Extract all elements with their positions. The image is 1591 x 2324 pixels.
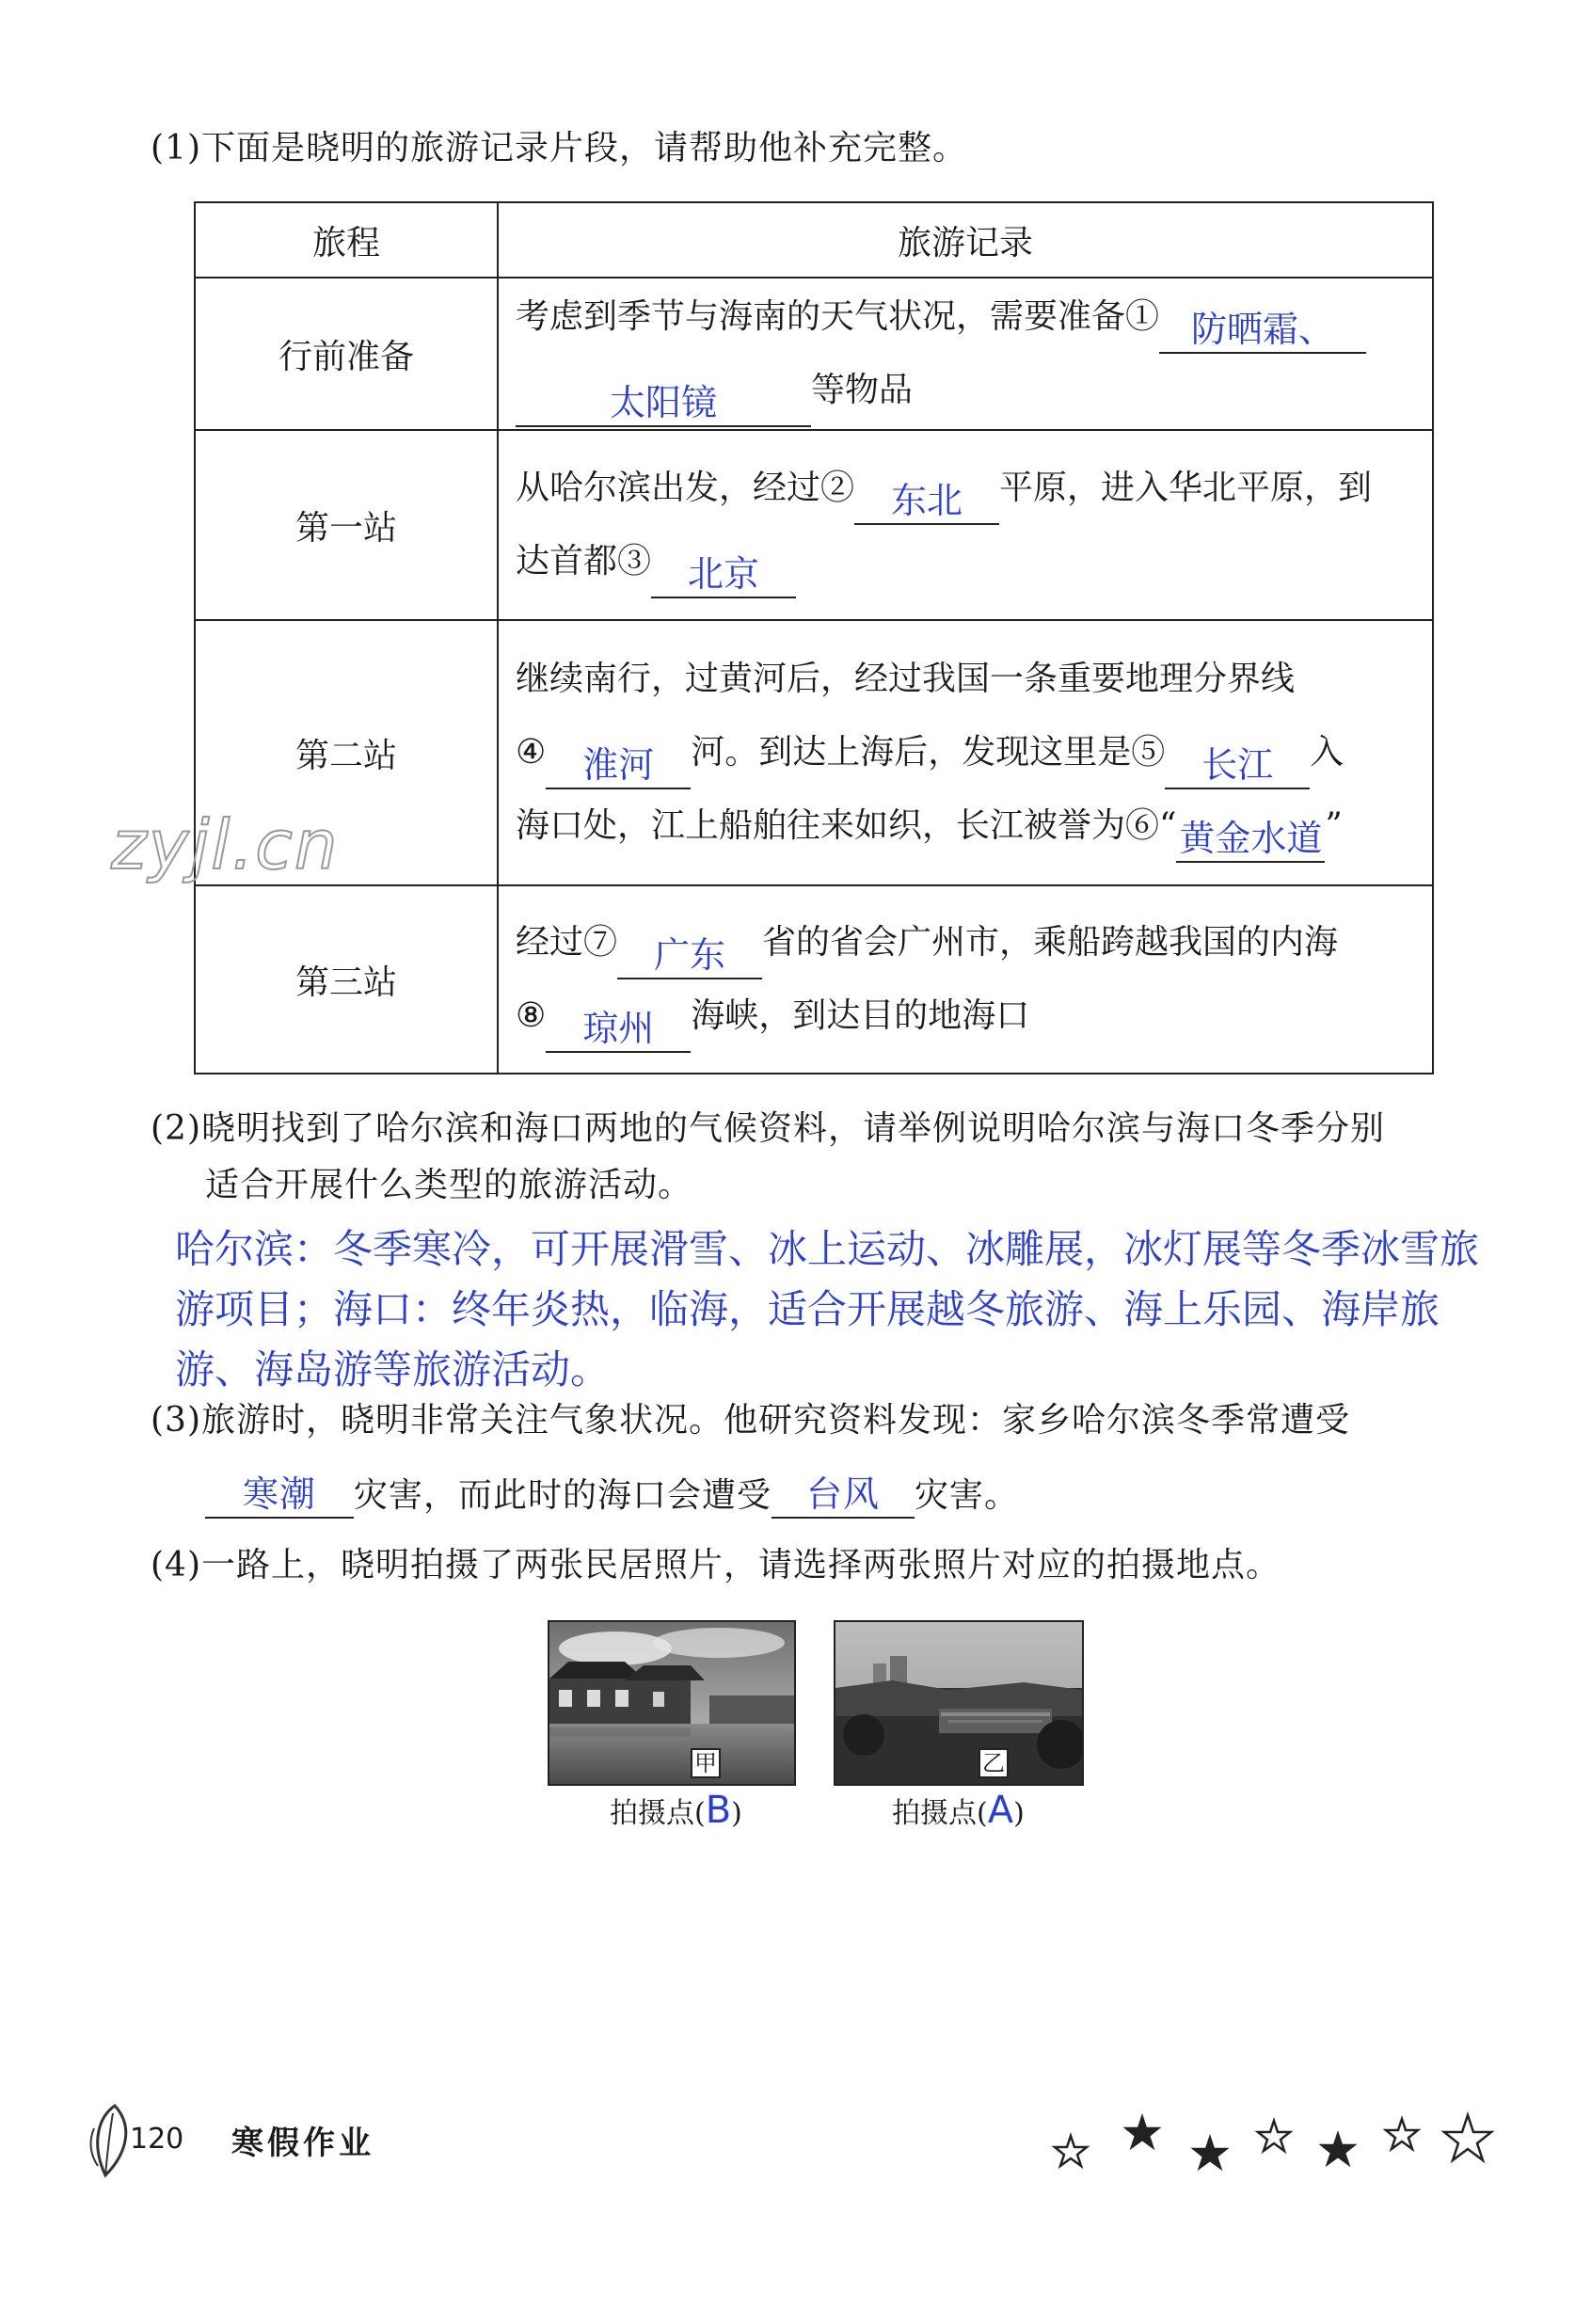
photo-jia-image <box>549 1622 794 1784</box>
travel-record-table <box>194 201 1434 1074</box>
answer-1: 防晒霜、 <box>1191 309 1335 350</box>
photo-jia <box>548 1620 796 1786</box>
answer-5: 长江 <box>1201 744 1274 786</box>
table-row <box>195 885 1433 1074</box>
star-decoration-icon <box>1044 2091 1496 2175</box>
caption-suffix: ) <box>731 1797 742 1830</box>
caption-prefix: 拍摄点( <box>892 1797 988 1830</box>
answer-blank-6 <box>1176 818 1325 863</box>
caption-prefix: 拍摄点( <box>610 1797 706 1830</box>
header-record: 旅游记录 <box>498 202 1433 278</box>
table-header-row <box>195 202 1433 278</box>
answer-blank-2 <box>854 480 999 525</box>
record-text: 海口处，江上船舶往来如织，长江被誉为⑥“ <box>516 806 1177 845</box>
record-text: 考虑到季节与海南的天气状况，需要准备① <box>516 297 1160 336</box>
record-cell <box>498 620 1433 885</box>
record-text: 平原，进入华北平原，到 <box>999 469 1373 507</box>
photo-caption-jia <box>610 1791 742 1833</box>
photo-yi-image <box>835 1622 1082 1784</box>
record-text: 海峡，到达目的地海口 <box>691 996 1030 1035</box>
answer-blank-5 <box>1165 744 1310 789</box>
q2-prompt-line2: 适合开展什么类型的旅游活动。 <box>205 1166 693 1204</box>
table-row <box>195 278 1433 430</box>
record-text: 等物品 <box>811 371 914 409</box>
table-row <box>195 620 1433 885</box>
answer-2: 东北 <box>891 480 963 521</box>
answer-blank-8 <box>546 1008 691 1053</box>
record-text: 从哈尔滨出发，经过② <box>516 469 855 507</box>
answer-4: 淮河 <box>582 744 655 786</box>
answer-blank-1b <box>516 382 811 427</box>
q3-answer-2: 台风 <box>806 1473 881 1515</box>
q3-blank-2 <box>772 1473 915 1519</box>
q3-line1: (3)旅游时，晓明非常关注气象状况。他研究资料发现：家乡哈尔滨冬季常遭受 <box>151 1401 1350 1440</box>
record-text: ” <box>1325 806 1343 845</box>
answer-blank-3 <box>651 553 796 598</box>
q3-answer-1: 寒潮 <box>242 1473 316 1515</box>
answer-blank-1 <box>1159 309 1366 354</box>
answer-7: 广东 <box>654 934 726 976</box>
q3-text: 灾害。 <box>915 1476 1020 1515</box>
q4-prompt: (4)一路上，晓明拍摄了两张民居照片，请选择两张照片对应的拍摄地点。 <box>151 1546 1281 1584</box>
record-text: ④ <box>516 733 547 772</box>
answer-blank-4 <box>546 744 691 789</box>
q2-answer: 哈尔滨：冬季寒冷，可开展滑雪、冰上运动、冰雕展，冰灯展等冬季冰雪旅游项目；海口：终年炎热，临海，适合开展越冬旅游、海上乐园、海岸旅游、海岛游等旅游活动。 <box>175 1226 1480 1393</box>
q3-text: 灾害，而此时的海口会遭受 <box>354 1476 772 1515</box>
stage-cell: 行前准备 <box>195 278 498 430</box>
stage-cell: 第三站 <box>195 885 498 1074</box>
record-text: 省的省会广州市，乘船跨越我国的内海 <box>762 923 1339 962</box>
stage-cell: 第二站 <box>195 620 498 885</box>
answer-1b: 太阳镜 <box>609 382 717 423</box>
header-stage: 旅程 <box>195 202 498 278</box>
record-text: 经过⑦ <box>516 923 618 962</box>
answer-blank-7 <box>617 934 762 979</box>
record-cell <box>498 430 1433 620</box>
record-cell <box>498 885 1433 1074</box>
photo-label-jia: 甲 <box>691 1748 721 1778</box>
caption-answer: A <box>987 1789 1014 1832</box>
caption-suffix: ) <box>1013 1797 1025 1830</box>
record-text: 入 <box>1310 733 1344 772</box>
photo-label-yi: 乙 <box>978 1748 1009 1778</box>
page-number: 120 <box>130 2123 184 2156</box>
record-text: 河。到达上海后，发现这里是⑤ <box>691 733 1166 772</box>
record-text: 达首都③ <box>516 542 652 581</box>
q1-prompt: (1)下面是晓明的旅游记录片段，请帮助他补充完整。 <box>151 129 967 167</box>
photo-caption-yi <box>892 1791 1025 1833</box>
q3-blank-1 <box>205 1473 354 1519</box>
record-text: 继续南行，过黄河后，经过我国一条重要地理分界线 <box>516 660 1296 698</box>
answer-6: 黄金水道 <box>1179 818 1323 859</box>
q3-line2 <box>205 1473 1019 1519</box>
watermark: zyjl.cn <box>111 805 340 884</box>
record-text: ⑧ <box>516 996 547 1035</box>
answer-8: 琼州 <box>582 1008 655 1049</box>
q2-prompt-line1: (2)晓明找到了哈尔滨和海口两地的气候资料，请举例说明哈尔滨与海口冬季分别 <box>151 1109 1385 1148</box>
answer-3: 北京 <box>688 553 760 595</box>
table-row <box>195 430 1433 620</box>
footer-title: 寒假作业 <box>231 2125 374 2162</box>
stage-cell: 第一站 <box>195 430 498 620</box>
caption-answer: B <box>705 1789 732 1832</box>
photo-yi <box>834 1620 1084 1786</box>
record-cell <box>498 278 1433 430</box>
